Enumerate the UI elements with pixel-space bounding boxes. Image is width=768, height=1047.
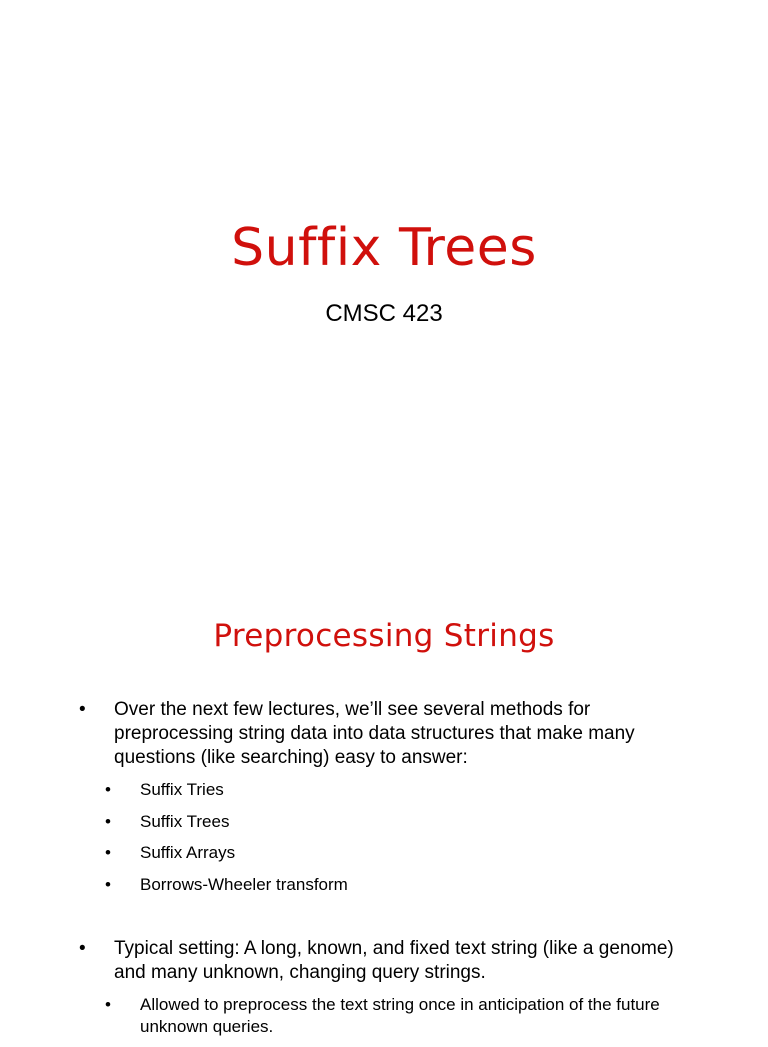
sub-bullet-item (0, 842, 768, 864)
bullet-icon: • (105, 874, 111, 894)
sub-bullet-list (0, 994, 768, 1038)
sub-bullet-text: Borrows-Wheeler transform (140, 874, 348, 894)
bullet-group (0, 698, 768, 896)
slide-subtitle: CMSC 423 (325, 300, 443, 327)
slide-title-heading: Suffix Trees (231, 218, 537, 278)
bullet-list (0, 698, 768, 1047)
bullet-icon: • (105, 780, 111, 799)
slide-preprocessing (0, 576, 768, 1036)
bullet-icon: • (105, 811, 111, 831)
bullet-text: Over the next few lectures, we’ll see several methods for preprocessing string data into data structures that make many questions (like searching) easy to answer: (114, 699, 635, 768)
sub-bullet-list (0, 779, 768, 896)
sub-bullet-item (0, 994, 768, 1038)
sub-bullet-text: Suffix Arrays (140, 843, 236, 862)
bullet-icon: • (79, 937, 86, 959)
sub-bullet-item (0, 874, 768, 896)
sub-bullet-item (0, 811, 768, 833)
sub-bullet-text: Suffix Tries (140, 780, 224, 799)
bullet-group (0, 937, 768, 1038)
bullet-icon: • (79, 699, 86, 720)
bullet-icon: • (105, 994, 111, 1014)
sub-bullet-text: Allowed to preprocess the text string once in anticipation of the future unknown queries. (140, 994, 660, 1036)
bullet-item (0, 937, 768, 985)
slide-heading: Preprocessing Strings (213, 618, 555, 654)
bullet-item (0, 698, 768, 770)
bullet-icon: • (105, 843, 111, 862)
bullet-text: Typical setting: A long, known, and fixed text string (like a genome) and many unknown, changing query strings. (114, 937, 674, 983)
sub-bullet-item (0, 779, 768, 801)
sub-bullet-text: Suffix Trees (140, 811, 230, 831)
